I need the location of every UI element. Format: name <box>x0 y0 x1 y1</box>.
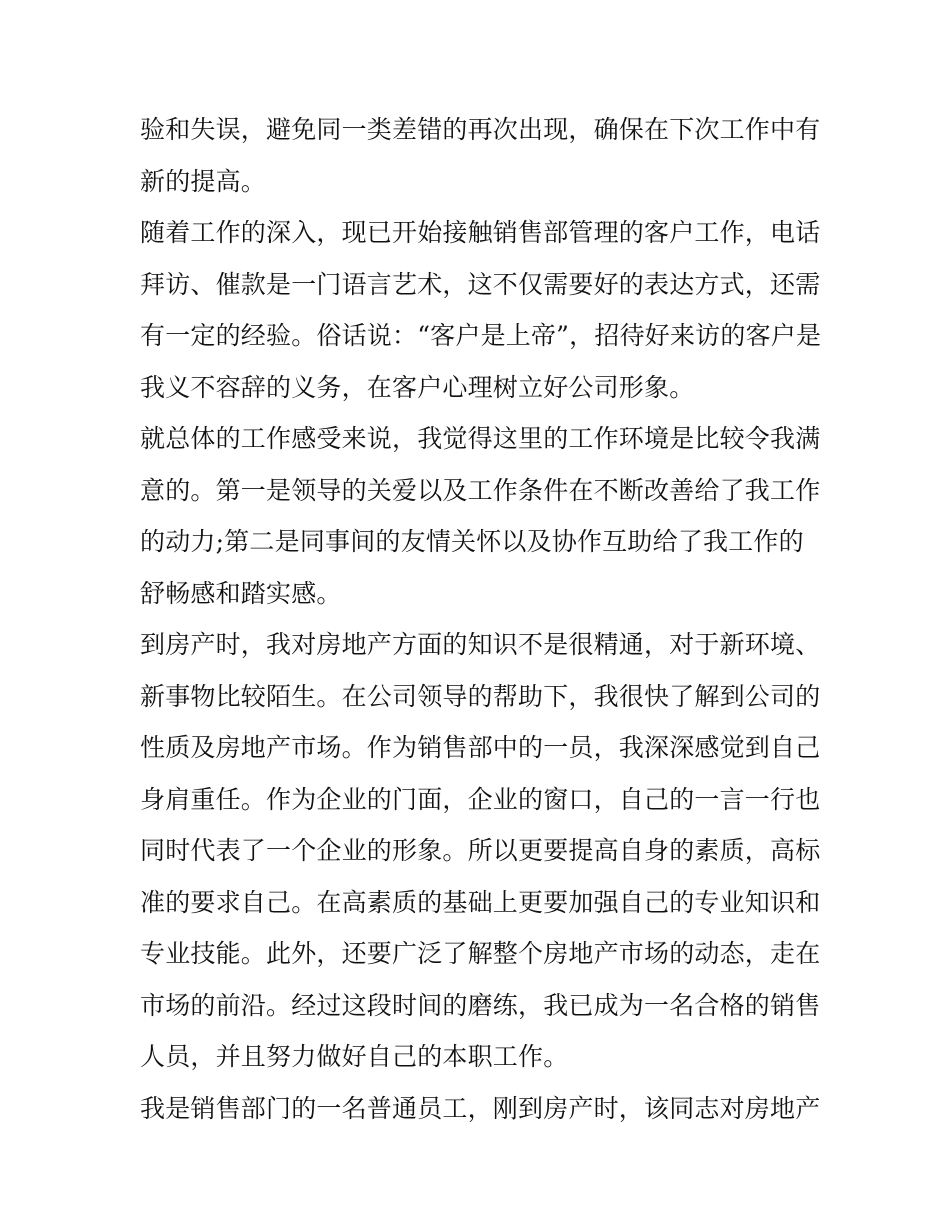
text-line: 准的要求自己。在高素质的基础上更要加强自己的专业知识和 <box>140 887 821 917</box>
text-line: 到房产时，我对房地产方面的知识不是很精通，对于新环境、 <box>140 630 821 659</box>
text-line: 的动力;第二是同事间的友情关怀以及协作互助给了我工作的 <box>140 527 804 556</box>
paragraph-mistakes-improvement <box>140 104 821 207</box>
document-body <box>140 104 822 1134</box>
text-line: 拜访、催款是一门语言艺术，这不仅需要好的表达方式，还需 <box>140 269 821 299</box>
paragraph-customer-work <box>140 207 822 413</box>
text-line: 同时代表了一个企业的形象。所以更要提高自身的素质，高标 <box>140 836 821 865</box>
text-line: 性质及房地产市场。作为销售部中的一员，我深深感觉到自己 <box>140 733 821 762</box>
text-line: 新事物比较陌生。在公司领导的帮助下，我很快了解到公司的 <box>140 681 821 711</box>
text-line: 有一定的经验。俗话说：“客户是上帝”，招待好来访的客户是 <box>140 321 822 350</box>
text-line: 身肩重任。作为企业的门面，企业的窗口，自己的一言一行也 <box>140 784 821 814</box>
paragraph-work-environment <box>140 413 821 619</box>
paragraph-real-estate-learning <box>140 619 821 1083</box>
text-line: 意的。第一是领导的关爱以及工作条件在不断改善给了我工作 <box>140 475 821 505</box>
text-line: 专业技能。此外，还要广泛了解整个房地产市场的动态，走在 <box>140 939 821 968</box>
text-line: 新的提高。 <box>140 166 267 196</box>
paragraph-sales-employee <box>140 1083 821 1135</box>
text-line: 随着工作的深入，现已开始接触销售部管理的客户工作，电话 <box>140 218 821 247</box>
text-line: 验和失误，避免同一类差错的再次出现，确保在下次工作中有 <box>140 115 821 144</box>
text-line: 我义不容辞的义务，在客户心理树立好公司形象。 <box>140 372 695 402</box>
text-line: 市场的前沿。经过这段时间的磨练，我已成为一名合格的销售 <box>140 990 821 1020</box>
text-line: 我是销售部门的一名普通员工，刚到房产时，该同志对房地产 <box>140 1093 821 1123</box>
text-line: 就总体的工作感受来说，我觉得这里的工作环境是比较令我满 <box>140 424 821 453</box>
text-line: 人员，并且努力做好自己的本职工作。 <box>140 1042 569 1071</box>
text-line: 舒畅感和踏实感。 <box>140 578 342 608</box>
